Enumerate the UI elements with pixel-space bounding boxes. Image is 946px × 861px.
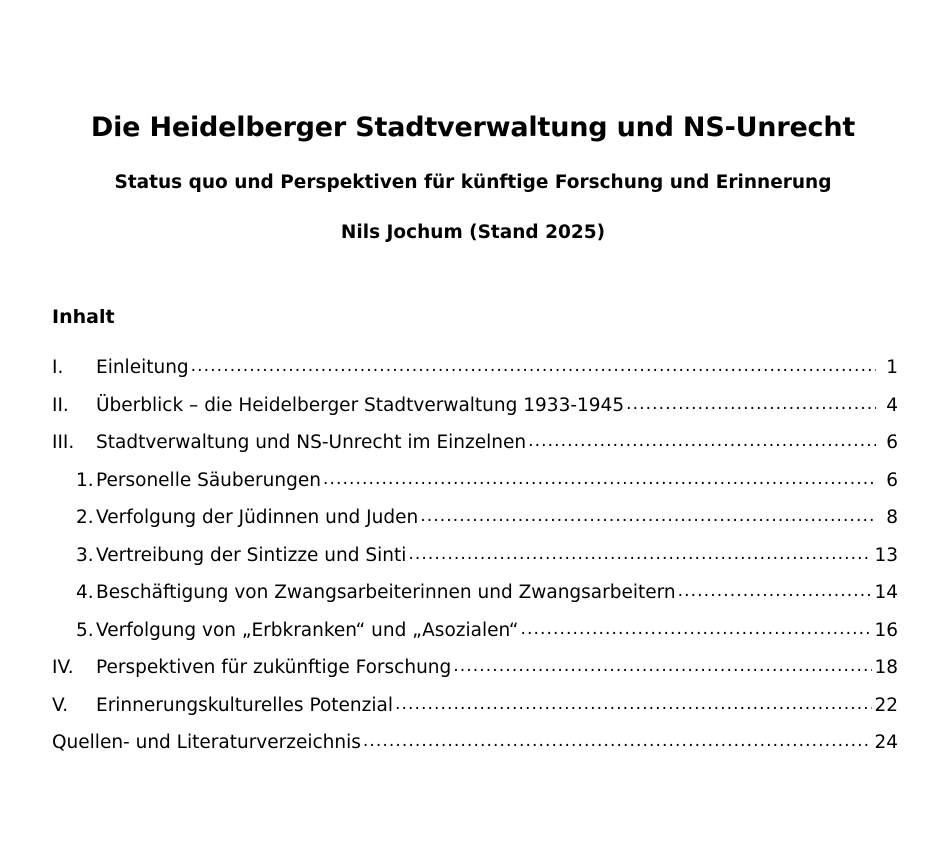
toc-entry-page: 18	[874, 657, 898, 679]
toc-entry[interactable]	[48, 612, 898, 650]
toc-entry-number: V.	[52, 694, 69, 716]
toc-entry-label: Verfolgung der Jüdinnen und Juden	[96, 507, 419, 529]
toc-entry-label: Perspektiven für zukünftige Forschung	[96, 657, 452, 679]
document-author: Nils Jochum (Stand 2025)	[340, 221, 606, 243]
toc-entry-number: 3.	[76, 544, 94, 566]
toc-entry-label: Personelle Säuberungen	[96, 469, 321, 491]
toc-entry-label: Erinnerungskulturelles Potenzial	[96, 694, 393, 716]
toc-leader-dots	[528, 433, 876, 450]
toc-entry-page: 22	[874, 694, 898, 716]
toc-entry[interactable]	[48, 650, 898, 688]
toc-entry-number: IV.	[52, 657, 74, 679]
toc-leader-dots	[678, 583, 873, 600]
toc-entry-number: II.	[52, 394, 69, 416]
toc-leader-dots	[626, 396, 876, 413]
toc-entry-page: 24	[874, 732, 898, 754]
toc-entry-number: 1.	[76, 469, 94, 491]
toc-leader-dots	[420, 508, 876, 525]
toc-entry-number: III.	[52, 432, 75, 454]
toc-entry[interactable]	[48, 387, 898, 425]
toc-entry-number: I.	[52, 357, 64, 379]
toc-entry-label: Beschäftigung von Zwangsarbeiterinnen und Zwangsarbeitern	[96, 582, 676, 604]
toc-leader-dots	[363, 733, 873, 750]
toc-entry-label: Quellen- und Literaturverzeichnis	[52, 732, 361, 754]
toc-entry-label: Stadtverwaltung und NS-Unrecht im Einzelnen	[96, 432, 527, 454]
table-of-contents	[48, 328, 898, 763]
toc-entry-page: 16	[874, 619, 898, 641]
toc-entry[interactable]	[48, 350, 898, 388]
toc-entry-page: 13	[874, 544, 898, 566]
toc-entry-label: Einleitung	[96, 357, 189, 379]
toc-entry-page: 14	[874, 582, 898, 604]
toc-entry[interactable]	[48, 462, 898, 500]
toc-leader-dots	[395, 696, 872, 713]
toc-entry-label: Vertreibung der Sintizze und Sinti	[96, 544, 407, 566]
toc-entry[interactable]	[48, 687, 898, 725]
page-title: Die Heidelberger Stadtverwaltung und NS-Unrecht	[90, 112, 856, 143]
toc-heading: Inhalt	[52, 305, 115, 328]
toc-entry[interactable]	[48, 725, 898, 763]
toc-entry-number: 4.	[76, 582, 94, 604]
toc-entry[interactable]	[48, 537, 898, 575]
toc-entry-number: 5.	[76, 619, 94, 641]
toc-entry-page: 1	[886, 357, 898, 379]
toc-leader-dots	[323, 471, 876, 488]
toc-entry[interactable]	[48, 425, 898, 463]
toc-entry[interactable]	[48, 575, 898, 613]
document-subtitle: Status quo und Perspektiven für künftige Forschung und Erinnerung	[114, 172, 832, 194]
toc-entry-number: 2.	[76, 507, 94, 529]
toc-entry[interactable]	[48, 500, 898, 538]
toc-entry-page: 4	[886, 394, 898, 416]
toc-entry-label: Überblick – die Heidelberger Stadtverwaltung 1933-1945	[96, 394, 625, 416]
toc-leader-dots	[453, 658, 872, 675]
toc-entry-page: 8	[886, 507, 898, 529]
toc-leader-dots	[191, 358, 876, 375]
toc-leader-dots	[520, 621, 872, 638]
toc-leader-dots	[408, 546, 872, 563]
toc-entry-page: 6	[886, 432, 898, 454]
toc-entry-label: Verfolgung von „Erbkranken“ und „Asozialen“	[96, 619, 519, 641]
toc-entry-page: 6	[886, 469, 898, 491]
